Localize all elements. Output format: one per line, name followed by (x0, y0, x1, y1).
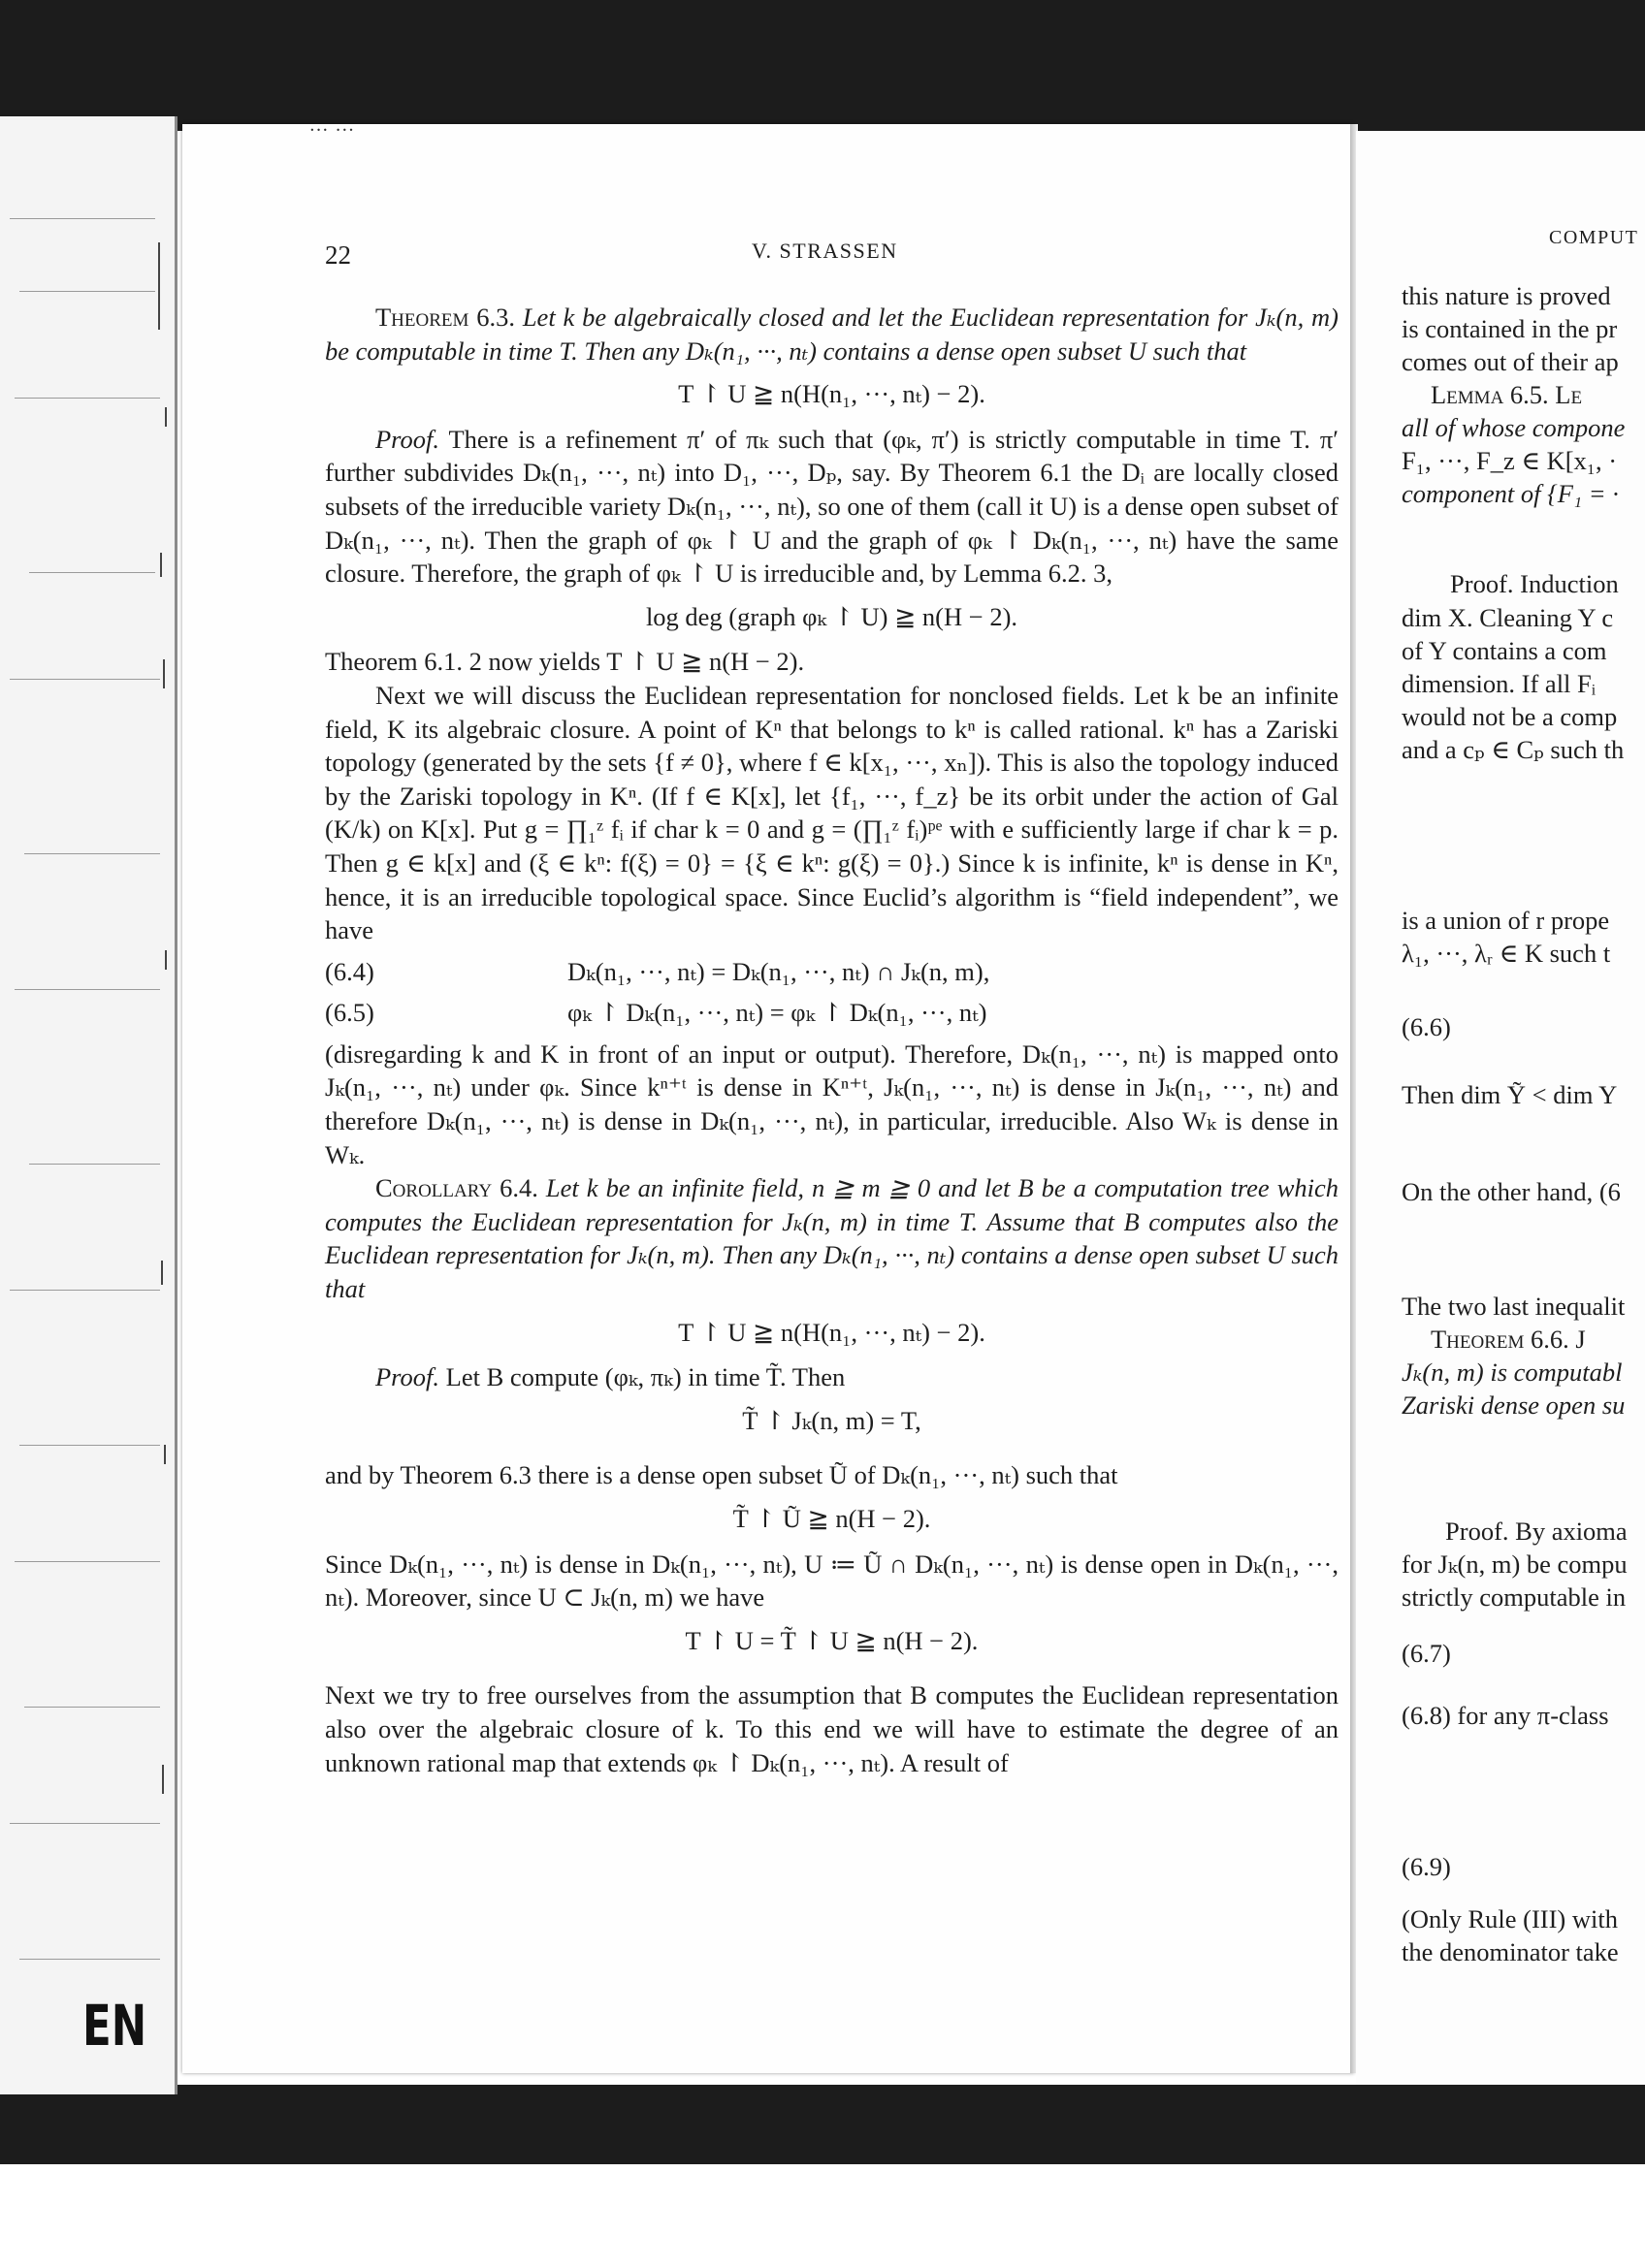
text-line: Proof. Induction (1450, 569, 1619, 598)
text-line: this nature is proved (1402, 281, 1611, 310)
theorem-statement: Let k be algebraically closed and let the Euclidean representation for Jₖ(n, m) be computable in time T. Then any Dₖ(n₁, ···, nₜ) contains a dense open subset U such that (325, 303, 1339, 366)
theorem-label: Theorem 6.3. (375, 303, 515, 332)
text-line: F₁, ···, F_z ∈ K[x₁, · (1402, 446, 1618, 475)
text-line: is a union of r prope (1402, 906, 1610, 935)
paragraph-disregarding: (disregarding k and K in front of an input or output). Therefore, Dₖ(n₁, ···, nₜ) is mapped onto Jₖ(n₁, ···, nₜ) under φₖ. Since kⁿ⁺ᵗ is dense in Kⁿ⁺ᵗ, Jₖ(n₁, ···, nₜ) is dense in Jₖ(n₁, ···, nₜ) and therefore Dₖ(n₁, ···, nₜ) is dense in Dₖ(n₁, ···, nₜ), in particular, irreducible. Also Wₖ is dense in Wₖ. (325, 1038, 1339, 1169)
text-line: Proof. By axioma (1445, 1517, 1628, 1546)
text-line: Lemma 6.5. Le (1431, 380, 1583, 409)
text-line: the denominator take (1402, 1937, 1619, 1966)
paragraph-next: Next we try to free ourselves from the assumption that B computes the Euclidean representation also over the algebraic closure of k. To this end we will have to estimate the degree of an unknown rational map that extends φₖ ↾ Dₖ(n₁, ···, nₜ). A result of (325, 1680, 1339, 1777)
text-line: would not be a comp (1402, 702, 1618, 731)
text-line: dim X. Cleaning Y c (1402, 603, 1614, 632)
text-line: Jₖ(n, m) is computabl (1402, 1358, 1623, 1387)
equation-number: (6.4) (325, 956, 374, 986)
proof-label: Proof. (375, 424, 440, 454)
corollary-6-4 (325, 1171, 1339, 1305)
equation-t-tilde: T̃ ↾ Jₖ(n, m) = T, (742, 1405, 921, 1435)
proof-label: Proof. (375, 1362, 440, 1392)
paragraph-since: Since Dₖ(n₁, ···, nₜ) is dense in Dₖ(n₁, ···, nₜ), U ≔ Ũ ∩ Dₖ(n₁, ···, nₜ) is dense open in Dₖ(n₁, ···, nₜ). Moreover, since U ⊂ Jₖ(n, m) we have (325, 1549, 1339, 1613)
text-line: Then dim Ỹ < dim Y (1402, 1080, 1618, 1109)
scan-border-bottom (0, 2085, 1645, 2164)
text-line: strictly computable in (1402, 1582, 1627, 1612)
equation-u-tilde: T̃ ↾ Ũ ≧ n(H − 2). (732, 1504, 931, 1533)
text-line: On the other hand, (6 (1402, 1177, 1621, 1206)
equation-corollary-6-4: T ↾ U ≧ n(H(n₁, ···, nₜ) − 2). (678, 1317, 985, 1347)
equation-theorem-6-3: T ↾ U ≧ n(H(n₁, ···, nₜ) − 2). (678, 379, 985, 409)
text-line: Theorem 6.6. J (1431, 1325, 1586, 1354)
strip-fragment-text: EN (82, 1993, 147, 2059)
text-line: (6.7) (1402, 1639, 1451, 1668)
corollary-label: Corollary 6.4. (375, 1173, 538, 1203)
text-line: for Jₖ(n, m) be compu (1402, 1549, 1628, 1579)
text-line: (6.8) for any π-class (1402, 1701, 1609, 1730)
text-line: λ₁, ···, λᵣ ∈ K such t (1402, 939, 1611, 968)
corollary-statement: Let k be an infinite field, n ≧ m ≧ 0 and let B be a computation tree which computes the Euclidean representation for Jₖ(n, m) in time T. Assume that B computes also the Euclidean representation for Jₖ(n, m). Then any Dₖ(n₁, ···, nₜ) contains a dense open subset U such that (325, 1173, 1339, 1304)
text-line: dimension. If all Fᵢ (1402, 669, 1597, 698)
equation-log-deg: log deg (graph φₖ ↾ U) ≧ n(H − 2). (645, 601, 1018, 631)
text-line: (Only Rule (III) with (1402, 1904, 1618, 1933)
text-line: of Y contains a com (1402, 636, 1607, 665)
adjacent-page-strip (0, 116, 177, 2094)
text-line: is contained in the pr (1402, 314, 1618, 343)
bleed-through-text: … … (310, 114, 356, 136)
page-number: 22 (325, 240, 351, 270)
equation-number: (6.5) (325, 998, 374, 1028)
page-header (325, 225, 1339, 273)
text-line: comes out of their ap (1402, 347, 1619, 376)
running-head: V. STRASSEN (752, 239, 898, 263)
paragraph-nonclosed-fields: Next we will discuss the Euclidean representation for nonclosed fields. Let k be an infinite field, K its algebraic closure. A point of Kⁿ that belongs to kⁿ is called rational. kⁿ has a Zariski topology (generated by the sets {f ≠ 0}, where f ∈ k[x₁, ···, xₙ]). This is also the topology induced by the Zariski topology in Kⁿ. (If f ∈ K[x], let {f₁, ···, f_z} be its orbit under the action of Gal (K/k) on K[x]. Put g = ∏₁ᶻ fᵢ if char k = 0 and g = (∏₁ᶻ fᵢ)ᵖᵉ with e sufficiently large if char k = p. Then g ∈ k[x] and (ξ ∈ kⁿ: f(ξ) = 0} = {ξ ∈ kⁿ: g(ξ) = 0}.) Since k is infinite, kⁿ is dense in Kⁿ, hence, it is an irreducible topological space. Since Euclid’s algorithm is “field independent”, we have (325, 680, 1339, 945)
running-head-right: COMPUT (1549, 227, 1639, 248)
text-line: all of whose compone (1402, 413, 1626, 442)
proof-6-4 (325, 1360, 1339, 1394)
theorem-6-3 (325, 301, 1339, 367)
scan-border-top (0, 0, 1645, 131)
text-line: and a cₚ ∈ Cₚ such th (1402, 735, 1625, 764)
text-line: Zariski dense open su (1402, 1390, 1626, 1420)
text-line: (6.9) (1402, 1852, 1451, 1881)
equation-body: Dₖ(n₁, ···, nₜ) = Dₖ(n₁, ···, nₜ) ∩ Jₖ(n, m), (567, 956, 990, 986)
equation-body: φₖ ↾ Dₖ(n₁, ···, nₜ) = φₖ ↾ Dₖ(n₁, ···, nₜ) (567, 998, 987, 1028)
proof-text: There is a refinement π′ of πₖ such that (φₖ, π′) is strictly computable in time T. π′ further subdivides Dₖ(n₁, ···, nₜ) into D₁, ···, Dₚ, say. By Theorem 6.1 the Dᵢ are locally closed subsets of the irreducible variety Dₖ(n₁, ···, nₜ), so one of them (call it U) is a dense open subset of Dₖ(n₁, ···, nₜ). Then the graph of φₖ ↾ U and the graph of φₖ ↾ Dₖ(n₁, ···, nₜ) have the same closure. Therefore, the graph of φₖ ↾ U is irreducible and, by Lemma 6.2. 3, (325, 424, 1339, 589)
equation-6-4 (325, 955, 1339, 989)
proof-text: Let B compute (φₖ, πₖ) in time T̃. Then (445, 1362, 846, 1392)
proof-6-3 (325, 423, 1339, 591)
text-line: The two last inequalit (1402, 1292, 1626, 1321)
equation-6-5 (325, 996, 1339, 1030)
text-line: component of {F₁ = · (1402, 479, 1619, 508)
equation-final: T ↾ U = T̃ ↾ U ≧ n(H − 2). (685, 1625, 979, 1655)
text-line: (6.6) (1402, 1012, 1451, 1041)
paragraph-by-theorem-6-3: and by Theorem 6.3 there is a dense open subset Ũ of Dₖ(n₁, ···, nₜ) such that (325, 1460, 1118, 1490)
left-page-text (325, 225, 1339, 1779)
paragraph-theorem-6-1: Theorem 6.1. 2 now yields T ↾ U ≧ n(H − 2). (325, 647, 805, 677)
